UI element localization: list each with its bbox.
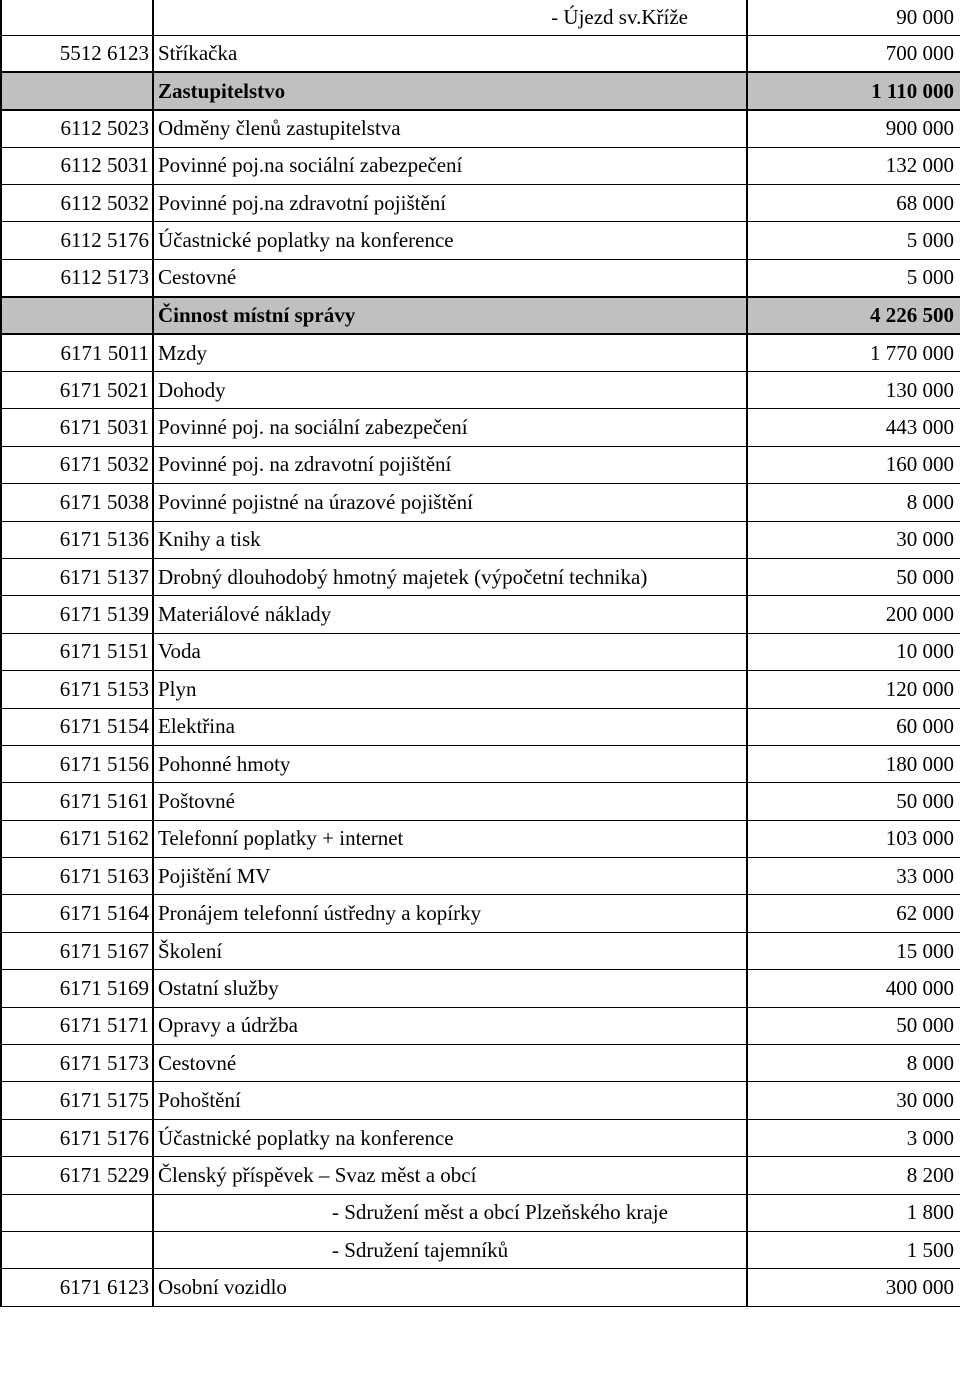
budget-description-cell: Pohonné hmoty [153, 745, 747, 782]
budget-amount-cell: 8 000 [747, 484, 960, 521]
budget-description-cell: - Sdružení měst a obcí Plzeňského kraje [153, 1194, 747, 1231]
budget-amount-cell: 700 000 [747, 35, 960, 72]
budget-code-cell: 6171 5173 [1, 1045, 153, 1082]
budget-amount-cell: 200 000 [747, 596, 960, 633]
budget-code-cell: 6171 5163 [1, 858, 153, 895]
budget-amount-cell: 8 000 [747, 1045, 960, 1082]
budget-item-row [1, 1157, 960, 1194]
budget-code-cell: 6171 5176 [1, 1119, 153, 1156]
budget-description-cell: - Újezd sv.Kříže [153, 0, 747, 35]
budget-subitem-row [1, 1232, 960, 1269]
budget-item-row [1, 633, 960, 670]
budget-description-cell: Pohoštění [153, 1082, 747, 1119]
budget-code-cell: 6171 5167 [1, 932, 153, 969]
budget-amount-cell: 132 000 [747, 147, 960, 184]
budget-item-row [1, 1082, 960, 1119]
budget-amount-cell: 120 000 [747, 671, 960, 708]
budget-code-cell: 6171 5164 [1, 895, 153, 932]
budget-item-row [1, 671, 960, 708]
budget-item-row [1, 783, 960, 820]
budget-amount-cell: 33 000 [747, 858, 960, 895]
budget-code-cell: 6171 5153 [1, 671, 153, 708]
budget-subitem-row [1, 1194, 960, 1231]
budget-amount-cell: 50 000 [747, 558, 960, 595]
budget-code-cell: 6171 5136 [1, 521, 153, 558]
budget-code-cell [1, 297, 153, 334]
budget-description-cell: Odměny členů zastupitelstva [153, 110, 747, 147]
section-title-cell: Činnost místní správy [153, 297, 747, 334]
budget-code-cell: 6171 6123 [1, 1269, 153, 1306]
budget-table-body [1, 0, 960, 1306]
budget-item-row [1, 35, 960, 72]
budget-item-row [1, 745, 960, 782]
budget-code-cell: 6171 5038 [1, 484, 153, 521]
budget-code-cell [1, 0, 153, 35]
budget-amount-cell: 300 000 [747, 1269, 960, 1306]
budget-code-cell: 6171 5031 [1, 409, 153, 446]
budget-amount-cell: 1 500 [747, 1232, 960, 1269]
budget-description-cell: Cestovné [153, 259, 747, 296]
budget-description-cell: Povinné poj.na sociální zabezpečení [153, 147, 747, 184]
budget-description-cell: Účastnické poplatky na konference [153, 222, 747, 259]
budget-subitem-row [1, 0, 960, 35]
budget-amount-cell: 60 000 [747, 708, 960, 745]
budget-item-row [1, 1269, 960, 1306]
budget-item-row [1, 185, 960, 222]
budget-item-row [1, 970, 960, 1007]
budget-amount-cell: 1 800 [747, 1194, 960, 1231]
budget-amount-cell: 30 000 [747, 1082, 960, 1119]
budget-description-cell: Školení [153, 932, 747, 969]
budget-description-cell: Účastnické poplatky na konference [153, 1119, 747, 1156]
budget-amount-cell: 8 200 [747, 1157, 960, 1194]
budget-item-row [1, 446, 960, 483]
budget-code-cell: 6171 5154 [1, 708, 153, 745]
budget-item-row [1, 521, 960, 558]
budget-code-cell: 6171 5032 [1, 446, 153, 483]
budget-item-row [1, 1119, 960, 1156]
budget-description-cell: Povinné poj. na sociální zabezpečení [153, 409, 747, 446]
budget-code-cell: 6171 5169 [1, 970, 153, 1007]
budget-item-row [1, 1045, 960, 1082]
budget-code-cell: 6171 5151 [1, 633, 153, 670]
budget-amount-cell: 50 000 [747, 783, 960, 820]
budget-item-row [1, 820, 960, 857]
budget-description-cell: Cestovné [153, 1045, 747, 1082]
budget-description-cell: Osobní vozidlo [153, 1269, 747, 1306]
budget-description-cell: Mzdy [153, 334, 747, 371]
budget-amount-cell: 90 000 [747, 0, 960, 35]
budget-code-cell: 6112 5176 [1, 222, 153, 259]
budget-amount-cell: 1 770 000 [747, 334, 960, 371]
budget-amount-cell: 103 000 [747, 820, 960, 857]
budget-item-row [1, 932, 960, 969]
budget-code-cell: 6112 5032 [1, 185, 153, 222]
budget-description-cell: Povinné poj.na zdravotní pojištění [153, 185, 747, 222]
budget-description-cell: Stříkačka [153, 35, 747, 72]
budget-amount-cell: 130 000 [747, 372, 960, 409]
budget-description-cell: - Sdružení tajemníků [153, 1232, 747, 1269]
budget-description-cell: Pronájem telefonní ústředny a kopírky [153, 895, 747, 932]
budget-description-cell: Drobný dlouhodobý hmotný majetek (výpočetní technika) [153, 558, 747, 595]
budget-code-cell: 6171 5161 [1, 783, 153, 820]
budget-item-row [1, 409, 960, 446]
budget-code-cell: 6112 5023 [1, 110, 153, 147]
budget-item-row [1, 334, 960, 371]
budget-amount-cell: 15 000 [747, 932, 960, 969]
budget-code-cell: 6171 5011 [1, 334, 153, 371]
budget-description-cell: Opravy a údržba [153, 1007, 747, 1044]
budget-code-cell: 6171 5162 [1, 820, 153, 857]
budget-code-cell: 5512 6123 [1, 35, 153, 72]
budget-amount-cell: 5 000 [747, 222, 960, 259]
budget-item-row [1, 372, 960, 409]
budget-item-row [1, 222, 960, 259]
budget-amount-cell: 160 000 [747, 446, 960, 483]
section-header-row [1, 72, 960, 109]
budget-item-row [1, 484, 960, 521]
budget-amount-cell: 30 000 [747, 521, 960, 558]
budget-description-cell: Dohody [153, 372, 747, 409]
budget-amount-cell: 400 000 [747, 970, 960, 1007]
budget-item-row [1, 110, 960, 147]
budget-code-cell: 6171 5229 [1, 1157, 153, 1194]
budget-code-cell [1, 1232, 153, 1269]
budget-amount-cell: 3 000 [747, 1119, 960, 1156]
budget-item-row [1, 1007, 960, 1044]
budget-amount-cell: 180 000 [747, 745, 960, 782]
budget-item-row [1, 558, 960, 595]
budget-code-cell: 6171 5139 [1, 596, 153, 633]
budget-description-cell: Telefonní poplatky + internet [153, 820, 747, 857]
budget-code-cell: 6112 5031 [1, 147, 153, 184]
budget-code-cell: 6171 5156 [1, 745, 153, 782]
budget-description-cell: Povinné poj. na zdravotní pojištění [153, 446, 747, 483]
budget-item-row [1, 259, 960, 296]
budget-description-cell: Členský příspěvek – Svaz měst a obcí [153, 1157, 747, 1194]
budget-description-cell: Materiálové náklady [153, 596, 747, 633]
budget-item-row [1, 147, 960, 184]
budget-description-cell: Plyn [153, 671, 747, 708]
budget-description-cell: Voda [153, 633, 747, 670]
budget-amount-cell: 5 000 [747, 259, 960, 296]
budget-description-cell: Knihy a tisk [153, 521, 747, 558]
budget-code-cell: 6171 5021 [1, 372, 153, 409]
budget-code-cell: 6171 5137 [1, 558, 153, 595]
budget-amount-cell: 443 000 [747, 409, 960, 446]
budget-code-cell: 6171 5171 [1, 1007, 153, 1044]
budget-item-row [1, 708, 960, 745]
budget-amount-cell: 62 000 [747, 895, 960, 932]
budget-item-row [1, 858, 960, 895]
budget-item-row [1, 596, 960, 633]
budget-code-cell [1, 72, 153, 109]
budget-amount-cell: 68 000 [747, 185, 960, 222]
budget-code-cell: 6171 5175 [1, 1082, 153, 1119]
section-total-cell: 1 110 000 [747, 72, 960, 109]
budget-code-cell [1, 1194, 153, 1231]
section-total-cell: 4 226 500 [747, 297, 960, 334]
budget-amount-cell: 900 000 [747, 110, 960, 147]
budget-amount-cell: 50 000 [747, 1007, 960, 1044]
budget-description-cell: Ostatní služby [153, 970, 747, 1007]
budget-code-cell: 6112 5173 [1, 259, 153, 296]
section-header-row [1, 297, 960, 334]
section-title-cell: Zastupitelstvo [153, 72, 747, 109]
budget-description-cell: Povinné pojistné na úrazové pojištění [153, 484, 747, 521]
budget-item-row [1, 895, 960, 932]
budget-description-cell: Poštovné [153, 783, 747, 820]
budget-amount-cell: 10 000 [747, 633, 960, 670]
budget-description-cell: Elektřina [153, 708, 747, 745]
budget-description-cell: Pojištění MV [153, 858, 747, 895]
